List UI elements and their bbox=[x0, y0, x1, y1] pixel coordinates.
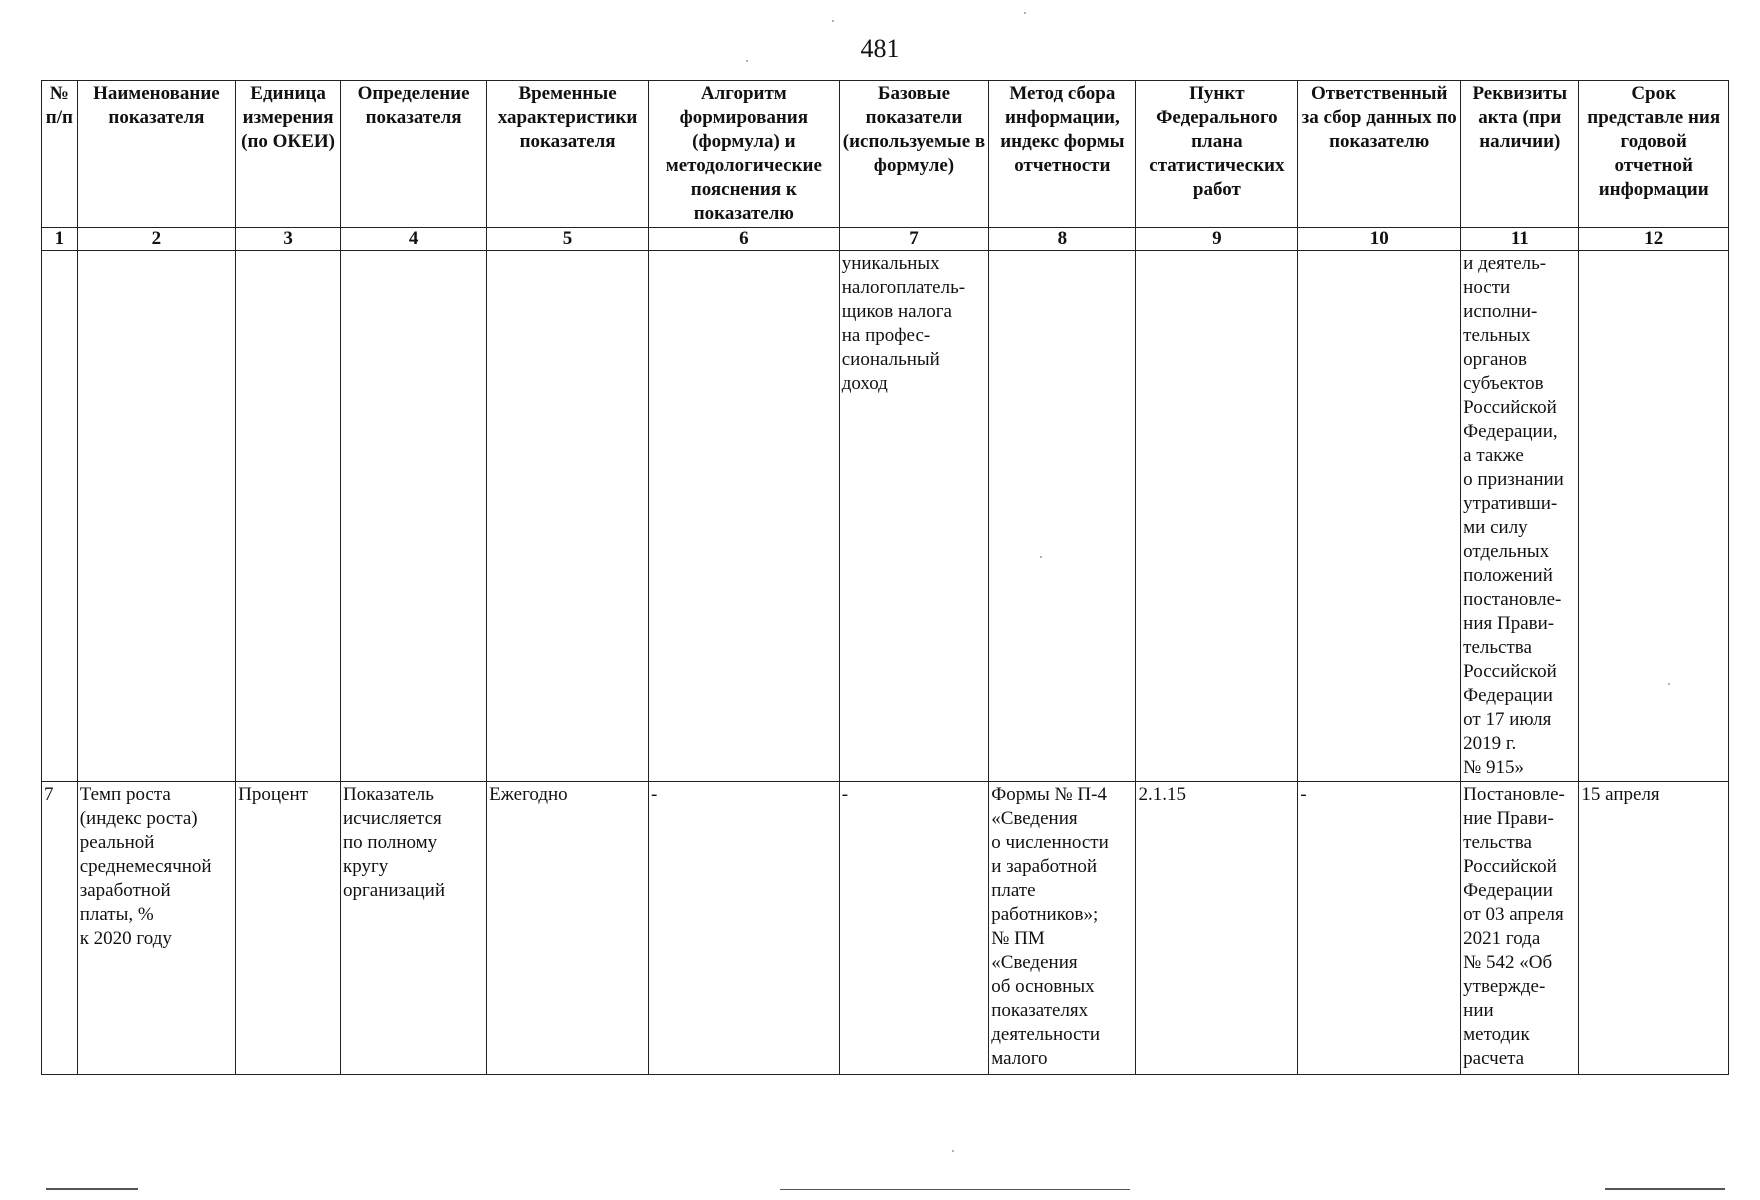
table-row-continuation bbox=[42, 251, 1729, 782]
column-number: 5 bbox=[487, 228, 649, 251]
act-details-cell: Постановле- ние Прави- тельства Российской Федерации от 03 апреля 2021 года № 542 «Об утвержде- нии методик расчета bbox=[1461, 782, 1579, 1075]
responsible-cell: - bbox=[1298, 782, 1461, 1075]
column-number: 8 bbox=[989, 228, 1136, 251]
table-cell bbox=[989, 251, 1136, 782]
header-col-1: № п/п bbox=[42, 81, 78, 228]
row-number-cell: 7 bbox=[42, 782, 78, 1075]
column-number: 1 bbox=[42, 228, 78, 251]
base-indicators-cell: уникальных налогоплатель- щиков налога на профес- сиональный доход bbox=[839, 251, 989, 782]
scan-speck bbox=[832, 20, 834, 22]
header-row bbox=[42, 81, 1729, 228]
table-cell bbox=[42, 251, 78, 782]
collection-method-cell: Формы № П-4 «Сведения о численности и заработной плате работников»; № ПМ «Сведения об основных показателях деятельности малого bbox=[989, 782, 1136, 1075]
table-cell bbox=[1136, 251, 1298, 782]
table-cell bbox=[236, 251, 341, 782]
table-cell bbox=[1579, 251, 1729, 782]
table-cell bbox=[648, 251, 839, 782]
indicator-table bbox=[41, 80, 1729, 1075]
header-col-10: Ответственный за сбор данных по показателю bbox=[1298, 81, 1461, 228]
table-row-7 bbox=[42, 782, 1729, 1075]
table-cell bbox=[487, 251, 649, 782]
column-number: 10 bbox=[1298, 228, 1461, 251]
time-characteristics-cell: Ежегодно bbox=[487, 782, 649, 1075]
header-col-6: Алгоритм формирования (формула) и методологические пояснения к показателю bbox=[648, 81, 839, 228]
scan-speck bbox=[746, 60, 748, 62]
header-col-8: Метод сбора информации, индекс формы отчетности bbox=[989, 81, 1136, 228]
column-number: 12 bbox=[1579, 228, 1729, 251]
column-number-row bbox=[42, 228, 1729, 251]
algorithm-cell: - bbox=[648, 782, 839, 1075]
indicator-name-cell: Темп роста (индекс роста) реальной среднемесячной заработной платы, % к 2020 году bbox=[77, 782, 235, 1075]
table-cell bbox=[1298, 251, 1461, 782]
header-col-11: Реквизиты акта (при наличии) bbox=[1461, 81, 1579, 228]
table-cell bbox=[341, 251, 487, 782]
scan-speck bbox=[952, 1150, 954, 1152]
header-col-9: Пункт Федерального плана статистических работ bbox=[1136, 81, 1298, 228]
unit-cell: Процент bbox=[236, 782, 341, 1075]
column-number: 4 bbox=[341, 228, 487, 251]
definition-cell: Показатель исчисляется по полному кругу организаций bbox=[341, 782, 487, 1075]
header-col-4: Определение показателя bbox=[341, 81, 487, 228]
column-number: 11 bbox=[1461, 228, 1579, 251]
page-number: 481 bbox=[860, 34, 900, 63]
header-col-7: Базовые показатели (используемые в формуле) bbox=[839, 81, 989, 228]
plan-item-cell: 2.1.15 bbox=[1136, 782, 1298, 1075]
deadline-cell: 15 апреля bbox=[1579, 782, 1729, 1075]
column-number: 3 bbox=[236, 228, 341, 251]
table-cell bbox=[77, 251, 235, 782]
scan-speck bbox=[1668, 683, 1670, 685]
scan-artifact-line bbox=[1605, 1188, 1725, 1190]
header-col-2: Наименование показателя bbox=[77, 81, 235, 228]
scan-speck bbox=[1040, 556, 1042, 558]
column-number: 7 bbox=[839, 228, 989, 251]
scan-artifact-line bbox=[46, 1188, 138, 1190]
header-col-5: Временные характеристики показателя bbox=[487, 81, 649, 228]
scan-artifact-line bbox=[780, 1189, 1130, 1190]
scan-speck bbox=[1024, 12, 1026, 14]
column-number: 2 bbox=[77, 228, 235, 251]
act-details-cell: и деятель- ности исполни- тельных органов субъектов Российской Федерации, а также о признании утративши- ми силу отдельных положений постановле- ния Прави- тельства Российской Федерации от 17 июля 2019 г. № 915» bbox=[1461, 251, 1579, 782]
column-number: 9 bbox=[1136, 228, 1298, 251]
column-number: 6 bbox=[648, 228, 839, 251]
header-col-3: Единица измерения (по ОКЕИ) bbox=[236, 81, 341, 228]
base-indicators-cell: - bbox=[839, 782, 989, 1075]
header-col-12: Срок представле ния годовой отчетной информации bbox=[1579, 81, 1729, 228]
